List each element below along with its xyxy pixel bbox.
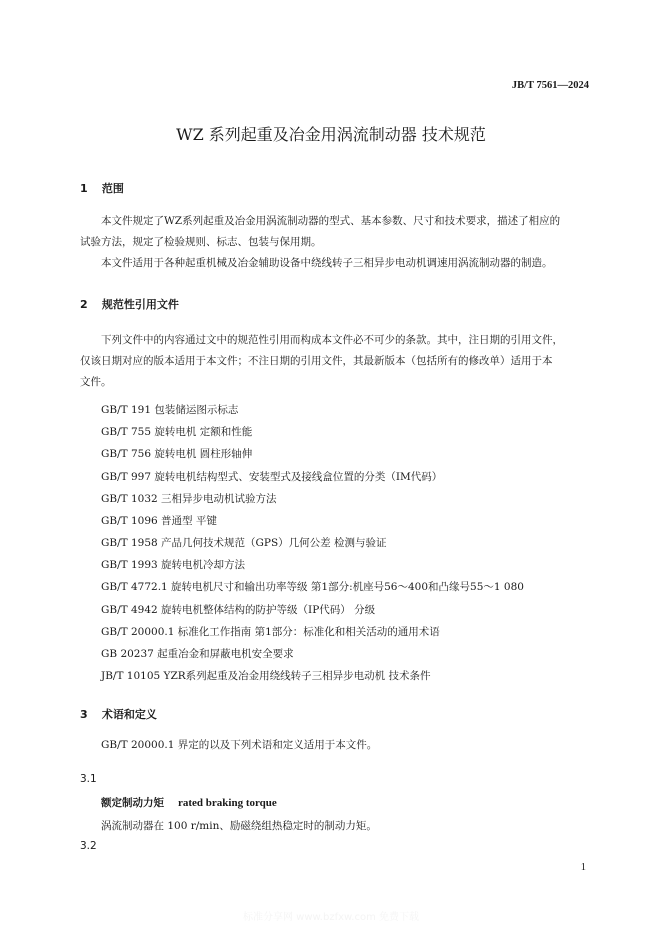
reference-item: GB/T 756 旋转电机 圆柱形轴伸 (101, 448, 253, 460)
term-chinese: 额定制动力矩 (101, 797, 164, 809)
page-number: 1 (580, 862, 586, 873)
term-english: rated braking torque (178, 797, 277, 809)
reference-item: GB/T 1958 产品几何技术规范（GPS）几何公差 检测与验证 (101, 537, 387, 549)
reference-item: GB/T 4772.1 旋转电机尺寸和输出功率等级 第1部分:机座号56～400和凸缘号55～1 080 (101, 581, 524, 593)
section-number: 1 (80, 182, 88, 195)
paragraph-line: 试验方法，规定了检验规则、标志、包装与保用期。 (80, 236, 322, 248)
reference-item: GB/T 4942 旋转电机整体结构的防护等级（IP代码） 分级 (101, 604, 376, 616)
section-2-heading (80, 296, 179, 312)
reference-item: GB/T 997 旋转电机结构型式、安装型式及接线盒位置的分类（IM代码） (101, 471, 443, 483)
section-number: 3 (80, 708, 88, 721)
reference-item: GB/T 755 旋转电机 定额和性能 (101, 426, 253, 438)
reference-item: GB/T 1096 普通型 平键 (101, 515, 217, 527)
section-1-body (80, 211, 560, 274)
term-definition: 涡流制动器在 100 r/min、励磁绕组热稳定时的制动力矩。 (101, 820, 377, 832)
clause-number: 3.1 (80, 773, 97, 785)
watermark-text: 标准分享网 www.bzfxw.com 免费下载 (243, 912, 419, 923)
reference-item: JB/T 10105 YZR系列起重及冶金用绕线转子三相异步电动机 技术条件 (101, 670, 431, 682)
section-3-heading (80, 706, 157, 722)
clause-number: 3.2 (80, 840, 97, 852)
reference-item: GB/T 1032 三相异步电动机试验方法 (101, 493, 277, 505)
reference-item: GB/T 191 包装储运图示标志 (101, 404, 239, 416)
section-title: 规范性引用文件 (101, 298, 179, 311)
paragraph-line: 文件。 (80, 376, 112, 388)
section-2-body (80, 330, 563, 393)
term-entry (101, 795, 277, 810)
reference-item: GB/T 1993 旋转电机冷却方法 (101, 559, 246, 571)
reference-item: GB 20237 起重冶金和屏蔽电机安全要求 (101, 648, 294, 660)
section-title: 术语和定义 (101, 708, 157, 721)
paragraph-line: 下列文件中的内容通过文中的规范性引用而构成本文件必不可少的条款。其中，注日期的引用文件， (101, 334, 563, 346)
standard-number: JB/T 7561—2024 (511, 80, 589, 91)
section-1-heading (80, 180, 124, 196)
paragraph-line: 仅该日期对应的版本适用于本文件；不注日期的引用文件，其最新版本（包括所有的修改单）适用于本 (80, 355, 553, 367)
paragraph-line: 本文件规定了WZ系列起重及冶金用涡流制动器的型式、基本参数、尺寸和技术要求，描述了相应的 (101, 215, 561, 227)
document-title: WZ 系列起重及冶金用涡流制动器 技术规范 (176, 125, 486, 144)
paragraph-line: 本文件适用于各种起重机械及冶金辅助设备中绕线转子三相异步电动机调速用涡流制动器的制造。 (101, 257, 553, 269)
section-number: 2 (80, 298, 88, 311)
reference-item: GB/T 20000.1 标准化工作指南 第1部分：标准化和相关活动的通用术语 (101, 626, 440, 638)
section-title: 范围 (101, 182, 124, 195)
section-3-intro: GB/T 20000.1 界定的以及下列术语和定义适用于本文件。 (101, 739, 378, 751)
